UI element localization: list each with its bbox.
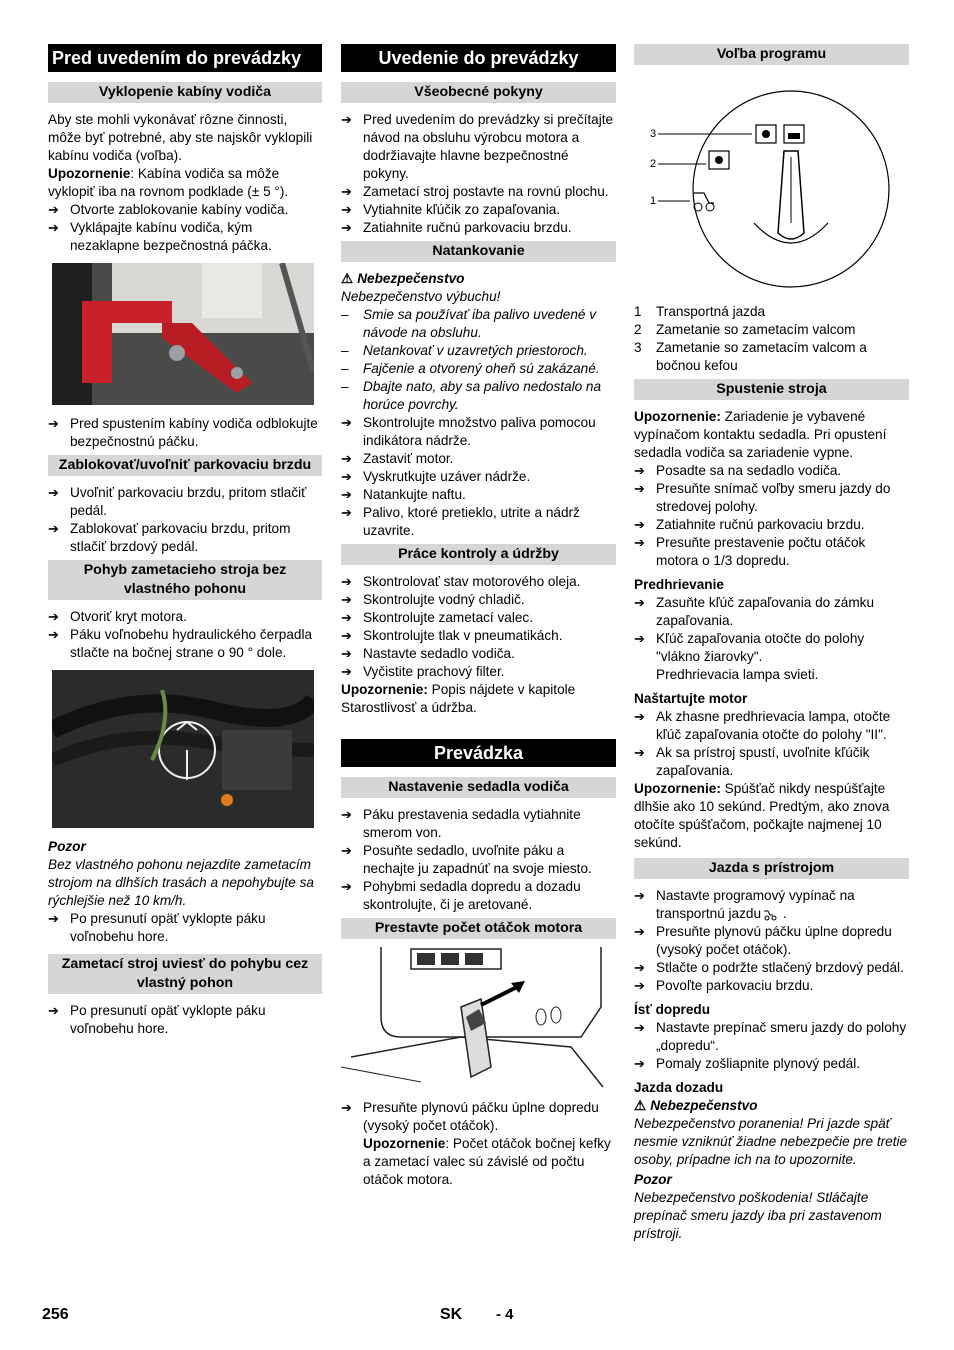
column-3	[634, 44, 909, 1243]
danger-item: – Dbajte nato, aby sa palivo nedostalo na horúce povrchy.	[341, 379, 602, 412]
program-selector-dial	[634, 73, 909, 289]
step: ➔ Posadte sa na sedadlo vodiča.	[634, 463, 842, 478]
step: ➔ Páku prestavenia sedadla vytiahnite smerom von.	[341, 807, 581, 840]
step: ➔ Po presunutí opäť vyklopte páku voľnobehu hore.	[48, 1003, 266, 1036]
legend-item: 1 Transportná jazda	[634, 304, 766, 319]
subheading: Naštartujte motor	[634, 691, 748, 706]
step: ➔ Zablokovať parkovaciu brzdu, pritom stlačiť brzdový pedál.	[48, 521, 291, 554]
arrow-icon: ➔	[341, 610, 352, 625]
step: ➔ Zastaviť motor.	[341, 451, 454, 466]
step: ➔ Palivo, ktoré pretieklo, utrite a nádrž uzavrite.	[341, 505, 580, 538]
danger-item: – Netankovať v uzavretých priestoroch.	[341, 343, 588, 358]
subsection-heading: Zametací stroj uviesť do pohybu cez vlastný pohon	[48, 954, 322, 994]
step: ➔ Skontrolujte vodný chladič.	[341, 592, 525, 607]
subsection-heading: Pohyb zametacieho stroja bez vlastného pohonu	[48, 560, 322, 600]
arrow-icon: ➔	[48, 911, 59, 926]
subsection-heading: Voľba programu	[634, 44, 909, 65]
arrow-icon: ➔	[48, 627, 59, 642]
subsection-heading: Prestavte počet otáčok motora	[341, 918, 616, 939]
step: ➔ Skontrolovať stav motorového oleja.	[341, 574, 581, 589]
step: ➔ Presuňte prestavenie počtu otáčok motora o 1/3 dopredu.	[634, 535, 866, 568]
step: ➔ Vyskrutkujte uzáver nádrže.	[341, 469, 531, 484]
subheading: Ísť dopredu	[634, 1002, 710, 1017]
arrow-icon: ➔	[48, 609, 59, 624]
arrow-icon: ➔	[634, 960, 645, 975]
arrow-icon: ➔	[634, 888, 645, 903]
danger-label: ⚠ Nebezpečenstvo	[341, 271, 465, 286]
arrow-icon: ➔	[341, 628, 352, 643]
arrow-icon: ➔	[48, 416, 59, 431]
arrow-icon: ➔	[634, 1056, 645, 1071]
note: Upozornenie: Popis nájdete v kapitole Starostlivosť a údržba.	[341, 682, 576, 715]
section-page: - 4	[496, 1306, 514, 1323]
legend-item: 2 Zametanie so zametacím valcom	[634, 322, 856, 337]
subsection-heading: Zablokovať/uvoľniť parkovaciu brzdu	[48, 455, 322, 476]
step: ➔ Otvorte zablokovanie kabíny vodiča.	[48, 202, 289, 217]
caution-text: Nebezpečenstvo poškodenia! Stláčajte prepínač smeru jazdy iba pri zastavenom prístroji.	[634, 1190, 882, 1241]
section-title: Prevádzka	[341, 739, 616, 767]
column-2	[341, 44, 616, 1189]
step: ➔ Natankujte naftu.	[341, 487, 466, 502]
step-result: Predhrievacia lampa svieti.	[656, 667, 819, 682]
danger-text: Nebezpečenstvo poranenia! Pri jazde späť nesmie vzniknúť žiadne nebezpečie pre tretie osoby, prípadne ich na to upozornite.	[634, 1116, 908, 1167]
transport-drive-icon	[763, 908, 779, 920]
step: ➔ Nastavte prepínač smeru jazdy do polohy „dopredu“.	[634, 1020, 907, 1053]
danger-item: – Smie sa používať iba palivo uvedené v návode na obsluhu.	[341, 307, 597, 340]
step: ➔ Vyklápajte kabínu vodiča, kým nezaklapne bezpečnostná páčka.	[48, 220, 272, 253]
subsection-heading: Jazda s prístrojom	[634, 858, 909, 879]
arrow-icon: ➔	[341, 202, 352, 217]
step: ➔ Posuňte sedadlo, uvoľnite páku a nechajte ju zapadnúť na svoje miesto.	[341, 843, 592, 876]
arrow-icon: ➔	[341, 574, 352, 589]
subsection-heading: Vyklopenie kabíny vodiča	[48, 82, 322, 103]
arrow-icon: ➔	[48, 1003, 59, 1018]
arrow-icon: ➔	[48, 521, 59, 536]
step: ➔ Po presunutí opäť vyklopte páku voľnobehu hore.	[48, 911, 266, 944]
step: ➔ Kľúč zapaľovania otočte do polohy "vlákno žiarovky".	[634, 631, 865, 664]
step: ➔ Zametací stroj postavte na rovnú plochu.	[341, 184, 609, 199]
step: ➔ Zasuňte kľúč zapaľovania do zámku zapaľovania.	[634, 595, 874, 628]
step: ➔ Skontrolujte zametací valec.	[341, 610, 534, 625]
arrow-icon: ➔	[48, 485, 59, 500]
step: ➔ Páku voľnobehu hydraulického čerpadla stlačte na bočnej strane o 90 ° dole.	[48, 627, 313, 660]
subsection-heading: Spustenie stroja	[634, 379, 909, 400]
step: ➔ Ak sa prístroj spustí, uvoľnite kľúčik zapaľovania.	[634, 745, 870, 778]
subsection-heading: Natankovanie	[341, 241, 616, 262]
step: ➔ Ak zhasne predhrievacia lampa, otočte kľúč zapaľovania otočte do polohy "II".	[634, 709, 891, 742]
arrow-icon: ➔	[341, 220, 352, 235]
arrow-icon: ➔	[634, 924, 645, 939]
section-title: Pred uvedením do prevádzky	[48, 44, 322, 72]
arrow-icon: ➔	[341, 807, 352, 822]
arrow-icon: ➔	[341, 592, 352, 607]
subsection-heading: Nastavenie sedadla vodiča	[341, 777, 616, 798]
cabin-lock-photo	[52, 263, 314, 405]
arrow-icon: ➔	[341, 487, 352, 502]
arrow-icon: ➔	[634, 1020, 645, 1035]
step: ➔ Pred uvedením do prevádzky si prečítajte návod na obsluhu výrobcu motora a dodržiavajte hlavne bezpečnostné pokyny.	[341, 112, 614, 181]
legend-item: 3 Zametanie so zametacím valcom a bočnou kefou	[634, 340, 867, 373]
step: ➔ Vytiahnite kľúčik zo zapaľovania.	[341, 202, 561, 217]
arrow-icon: ➔	[48, 202, 59, 217]
note: Upozornenie: Zariadenie je vybavené vypínačom kontaktu sedadla. Pri opustení sedadla vodiča sa zariadenie vypne.	[634, 409, 887, 460]
column-1	[48, 44, 322, 1038]
arrow-icon: ➔	[634, 481, 645, 496]
step: ➔ Pomaly zošliapnite plynový pedál.	[634, 1056, 861, 1071]
arrow-icon: ➔	[634, 463, 645, 478]
arrow-icon: ➔	[341, 469, 352, 484]
arrow-icon: ➔	[341, 415, 352, 430]
dial-label-3: 3	[650, 128, 657, 140]
arrow-icon: ➔	[341, 843, 352, 858]
arrow-icon: ➔	[341, 184, 352, 199]
arrow-icon: ➔	[341, 112, 352, 127]
throttle-lever-illustration	[341, 947, 613, 1089]
step: ➔ Vyčistite prachový filter.	[341, 664, 505, 679]
section-title: Uvedenie do prevádzky	[341, 44, 616, 72]
dial-label-2: 2	[650, 158, 657, 170]
arrow-icon: ➔	[341, 879, 352, 894]
arrow-icon: ➔	[634, 517, 645, 532]
paragraph: Aby ste mohli vykonávať rôzne činnosti, môže byť potrebné, aby ste najskôr vyklopili kabínu vodiča (voľba).	[48, 112, 313, 163]
warning-icon: ⚠	[341, 271, 354, 286]
note: Upozornenie: Kabína vodiča sa môže vyklopiť iba na rovnom podklade (± 5 °).	[48, 166, 289, 199]
arrow-icon: ➔	[634, 978, 645, 993]
note: Upozornenie: Počet otáčok bočnej kefky a zametací valec sú závislé od počtu otáčok motora.	[363, 1136, 611, 1187]
danger-item: – Fajčenie a otvorený oheň sú zakázané.	[341, 361, 600, 376]
arrow-icon: ➔	[634, 709, 645, 724]
step: ➔ Presuňte plynovú páčku úplne dopredu (vysoký počet otáčok).	[634, 924, 892, 957]
step: ➔ Presuňte plynovú páčku úplne dopredu (vysoký počet otáčok).	[341, 1100, 599, 1133]
danger-label: ⚠ Nebezpečenstvo	[634, 1098, 758, 1113]
caution-label: Pozor	[634, 1172, 672, 1187]
warning-icon: ⚠	[634, 1098, 647, 1113]
arrow-icon: ➔	[634, 631, 645, 646]
arrow-icon: ➔	[341, 505, 352, 520]
step: ➔ Skontrolujte množstvo paliva pomocou indikátora nádrže.	[341, 415, 596, 448]
subheading: Predhrievanie	[634, 577, 724, 592]
step: ➔ Stlačte o podržte stlačený brzdový pedál.	[634, 960, 904, 975]
subheading: Jazda dozadu	[634, 1080, 724, 1095]
arrow-icon: ➔	[341, 664, 352, 679]
arrow-icon: ➔	[341, 646, 352, 661]
step: ➔ Zatiahnite ručnú parkovaciu brzdu.	[341, 220, 572, 235]
dial-label-1: 1	[650, 195, 657, 207]
arrow-icon: ➔	[48, 220, 59, 235]
step: ➔ Nastavte sedadlo vodiča.	[341, 646, 515, 661]
arrow-icon: ➔	[341, 451, 352, 466]
step: ➔ Povoľte parkovaciu brzdu.	[634, 978, 814, 993]
step: ➔ Otvoriť kryt motora.	[48, 609, 187, 624]
arrow-icon: ➔	[634, 745, 645, 760]
step: ➔ Presuňte snímač voľby smeru jazdy do stredovej polohy.	[634, 481, 891, 514]
caution-text: Bez vlastného pohonu nejazdite zametacím strojom na dlhších trasách a nepohybujte sa rýchlejšie než 10 km/h.	[48, 857, 314, 908]
step: ➔ Uvoľniť parkovaciu brzdu, pritom stlačiť pedál.	[48, 485, 307, 518]
danger-text: Nebezpečenstvo výbuchu!	[341, 289, 501, 304]
step: ➔ Pohybmi sedadla dopredu a dozadu skontrolujte, či je aretované.	[341, 879, 581, 912]
step: ➔ Skontrolujte tlak v pneumatikách.	[341, 628, 563, 643]
arrow-icon: ➔	[634, 595, 645, 610]
page-number: 256	[42, 1306, 69, 1323]
caution-label: Pozor	[48, 839, 86, 854]
arrow-icon: ➔	[634, 535, 645, 550]
step: ➔ Zatiahnite ručnú parkovaciu brzdu.	[634, 517, 865, 532]
arrow-icon: ➔	[341, 1100, 352, 1115]
language-code: SK	[440, 1306, 463, 1323]
step: ➔ Pred spustením kabíny vodiča odblokujte bezpečnostnú páčku.	[48, 416, 318, 449]
hydraulic-pump-photo	[52, 670, 314, 828]
subsection-heading: Všeobecné pokyny	[341, 82, 616, 103]
note: Upozornenie: Spúšťač nikdy nespúšťajte dlhšie ako 10 sekúnd. Predtým, ako znova otočíte spúšťačom, počkajte najmenej 10 sekúnd.	[634, 781, 890, 850]
subsection-heading: Práce kontroly a údržby	[341, 544, 616, 565]
step: ➔ Nastavte programový vypínač na transportnú jazdu .	[634, 888, 855, 921]
